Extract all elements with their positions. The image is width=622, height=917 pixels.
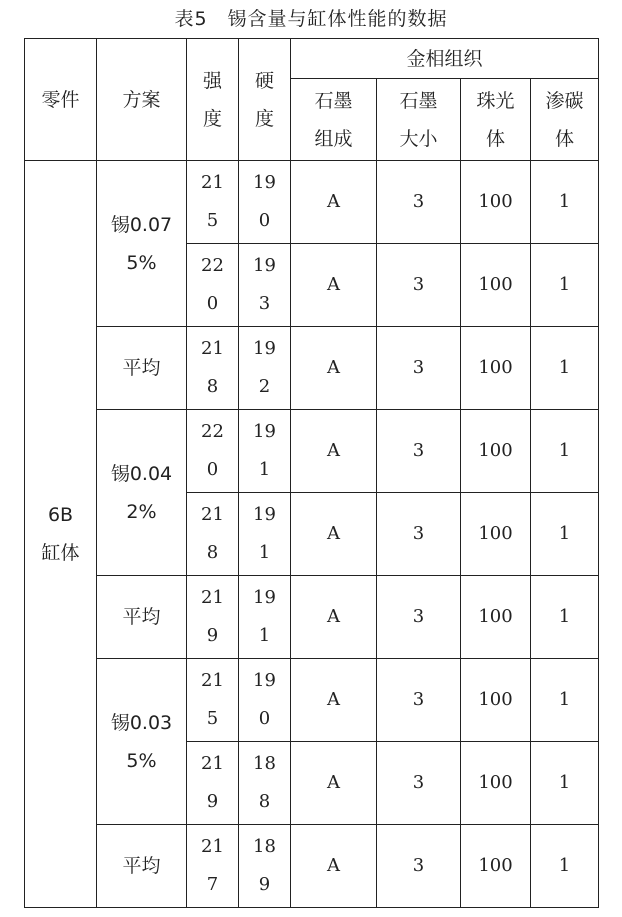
header-part: 零件 xyxy=(25,39,97,161)
part-name-cell: 6B缸体 xyxy=(25,161,97,908)
hardness-cell: 189 xyxy=(239,825,291,908)
scheme-cell: 锡0.075% xyxy=(97,161,187,327)
header-pearlite: 珠光体 xyxy=(461,79,531,161)
strength-cell: 220 xyxy=(187,410,239,493)
graphite-size-cell: 3 xyxy=(377,576,461,659)
carburized-cell: 1 xyxy=(531,327,599,410)
hardness-cell: 188 xyxy=(239,742,291,825)
graphite-comp-cell: A xyxy=(291,161,377,244)
pearlite-cell: 100 xyxy=(461,410,531,493)
graphite-comp-cell: A xyxy=(291,576,377,659)
pearlite-cell: 100 xyxy=(461,576,531,659)
hardness-cell: 192 xyxy=(239,327,291,410)
header-graphite-comp: 石墨组成 xyxy=(291,79,377,161)
carburized-cell: 1 xyxy=(531,825,599,908)
graphite-size-cell: 3 xyxy=(377,244,461,327)
strength-cell: 217 xyxy=(187,825,239,908)
header-graphite-size: 石墨大小 xyxy=(377,79,461,161)
graphite-comp-cell: A xyxy=(291,244,377,327)
hardness-cell: 191 xyxy=(239,576,291,659)
average-label-cell: 平均 xyxy=(97,576,187,659)
graphite-comp-cell: A xyxy=(291,410,377,493)
hardness-cell: 191 xyxy=(239,410,291,493)
header-scheme: 方案 xyxy=(97,39,187,161)
strength-cell: 219 xyxy=(187,576,239,659)
graphite-comp-cell: A xyxy=(291,493,377,576)
hardness-cell: 190 xyxy=(239,659,291,742)
pearlite-cell: 100 xyxy=(461,327,531,410)
scheme-cell: 锡0.035% xyxy=(97,659,187,825)
graphite-size-cell: 3 xyxy=(377,493,461,576)
graphite-comp-cell: A xyxy=(291,742,377,825)
strength-cell: 219 xyxy=(187,742,239,825)
graphite-size-cell: 3 xyxy=(377,825,461,908)
carburized-cell: 1 xyxy=(531,161,599,244)
pearlite-cell: 100 xyxy=(461,493,531,576)
strength-cell: 215 xyxy=(187,161,239,244)
average-label-cell: 平均 xyxy=(97,327,187,410)
carburized-cell: 1 xyxy=(531,742,599,825)
carburized-cell: 1 xyxy=(531,410,599,493)
strength-cell: 215 xyxy=(187,659,239,742)
table-row xyxy=(25,659,599,742)
header-hardness: 硬度 xyxy=(239,39,291,161)
average-row xyxy=(25,327,599,410)
carburized-cell: 1 xyxy=(531,659,599,742)
pearlite-cell: 100 xyxy=(461,161,531,244)
carburized-cell: 1 xyxy=(531,576,599,659)
hardness-cell: 190 xyxy=(239,161,291,244)
graphite-comp-cell: A xyxy=(291,659,377,742)
strength-cell: 218 xyxy=(187,493,239,576)
graphite-comp-cell: A xyxy=(291,825,377,908)
graphite-size-cell: 3 xyxy=(377,161,461,244)
carburized-cell: 1 xyxy=(531,493,599,576)
average-row xyxy=(25,576,599,659)
average-label-cell: 平均 xyxy=(97,825,187,908)
hardness-cell: 193 xyxy=(239,244,291,327)
carburized-cell: 1 xyxy=(531,244,599,327)
scheme-cell: 锡0.042% xyxy=(97,410,187,576)
data-table xyxy=(24,38,599,908)
table-row xyxy=(25,410,599,493)
graphite-size-cell: 3 xyxy=(377,659,461,742)
graphite-size-cell: 3 xyxy=(377,327,461,410)
pearlite-cell: 100 xyxy=(461,659,531,742)
strength-cell: 220 xyxy=(187,244,239,327)
hardness-cell: 191 xyxy=(239,493,291,576)
pearlite-cell: 100 xyxy=(461,825,531,908)
average-row xyxy=(25,825,599,908)
pearlite-cell: 100 xyxy=(461,742,531,825)
strength-cell: 218 xyxy=(187,327,239,410)
header-structure: 金相组织 xyxy=(291,39,599,79)
table-title: 表5 锡含量与缸体性能的数据 xyxy=(174,8,448,30)
graphite-size-cell: 3 xyxy=(377,742,461,825)
header-carburized: 渗碳体 xyxy=(531,79,599,161)
pearlite-cell: 100 xyxy=(461,244,531,327)
graphite-size-cell: 3 xyxy=(377,410,461,493)
header-strength: 强度 xyxy=(187,39,239,161)
graphite-comp-cell: A xyxy=(291,327,377,410)
table-row xyxy=(25,161,599,244)
